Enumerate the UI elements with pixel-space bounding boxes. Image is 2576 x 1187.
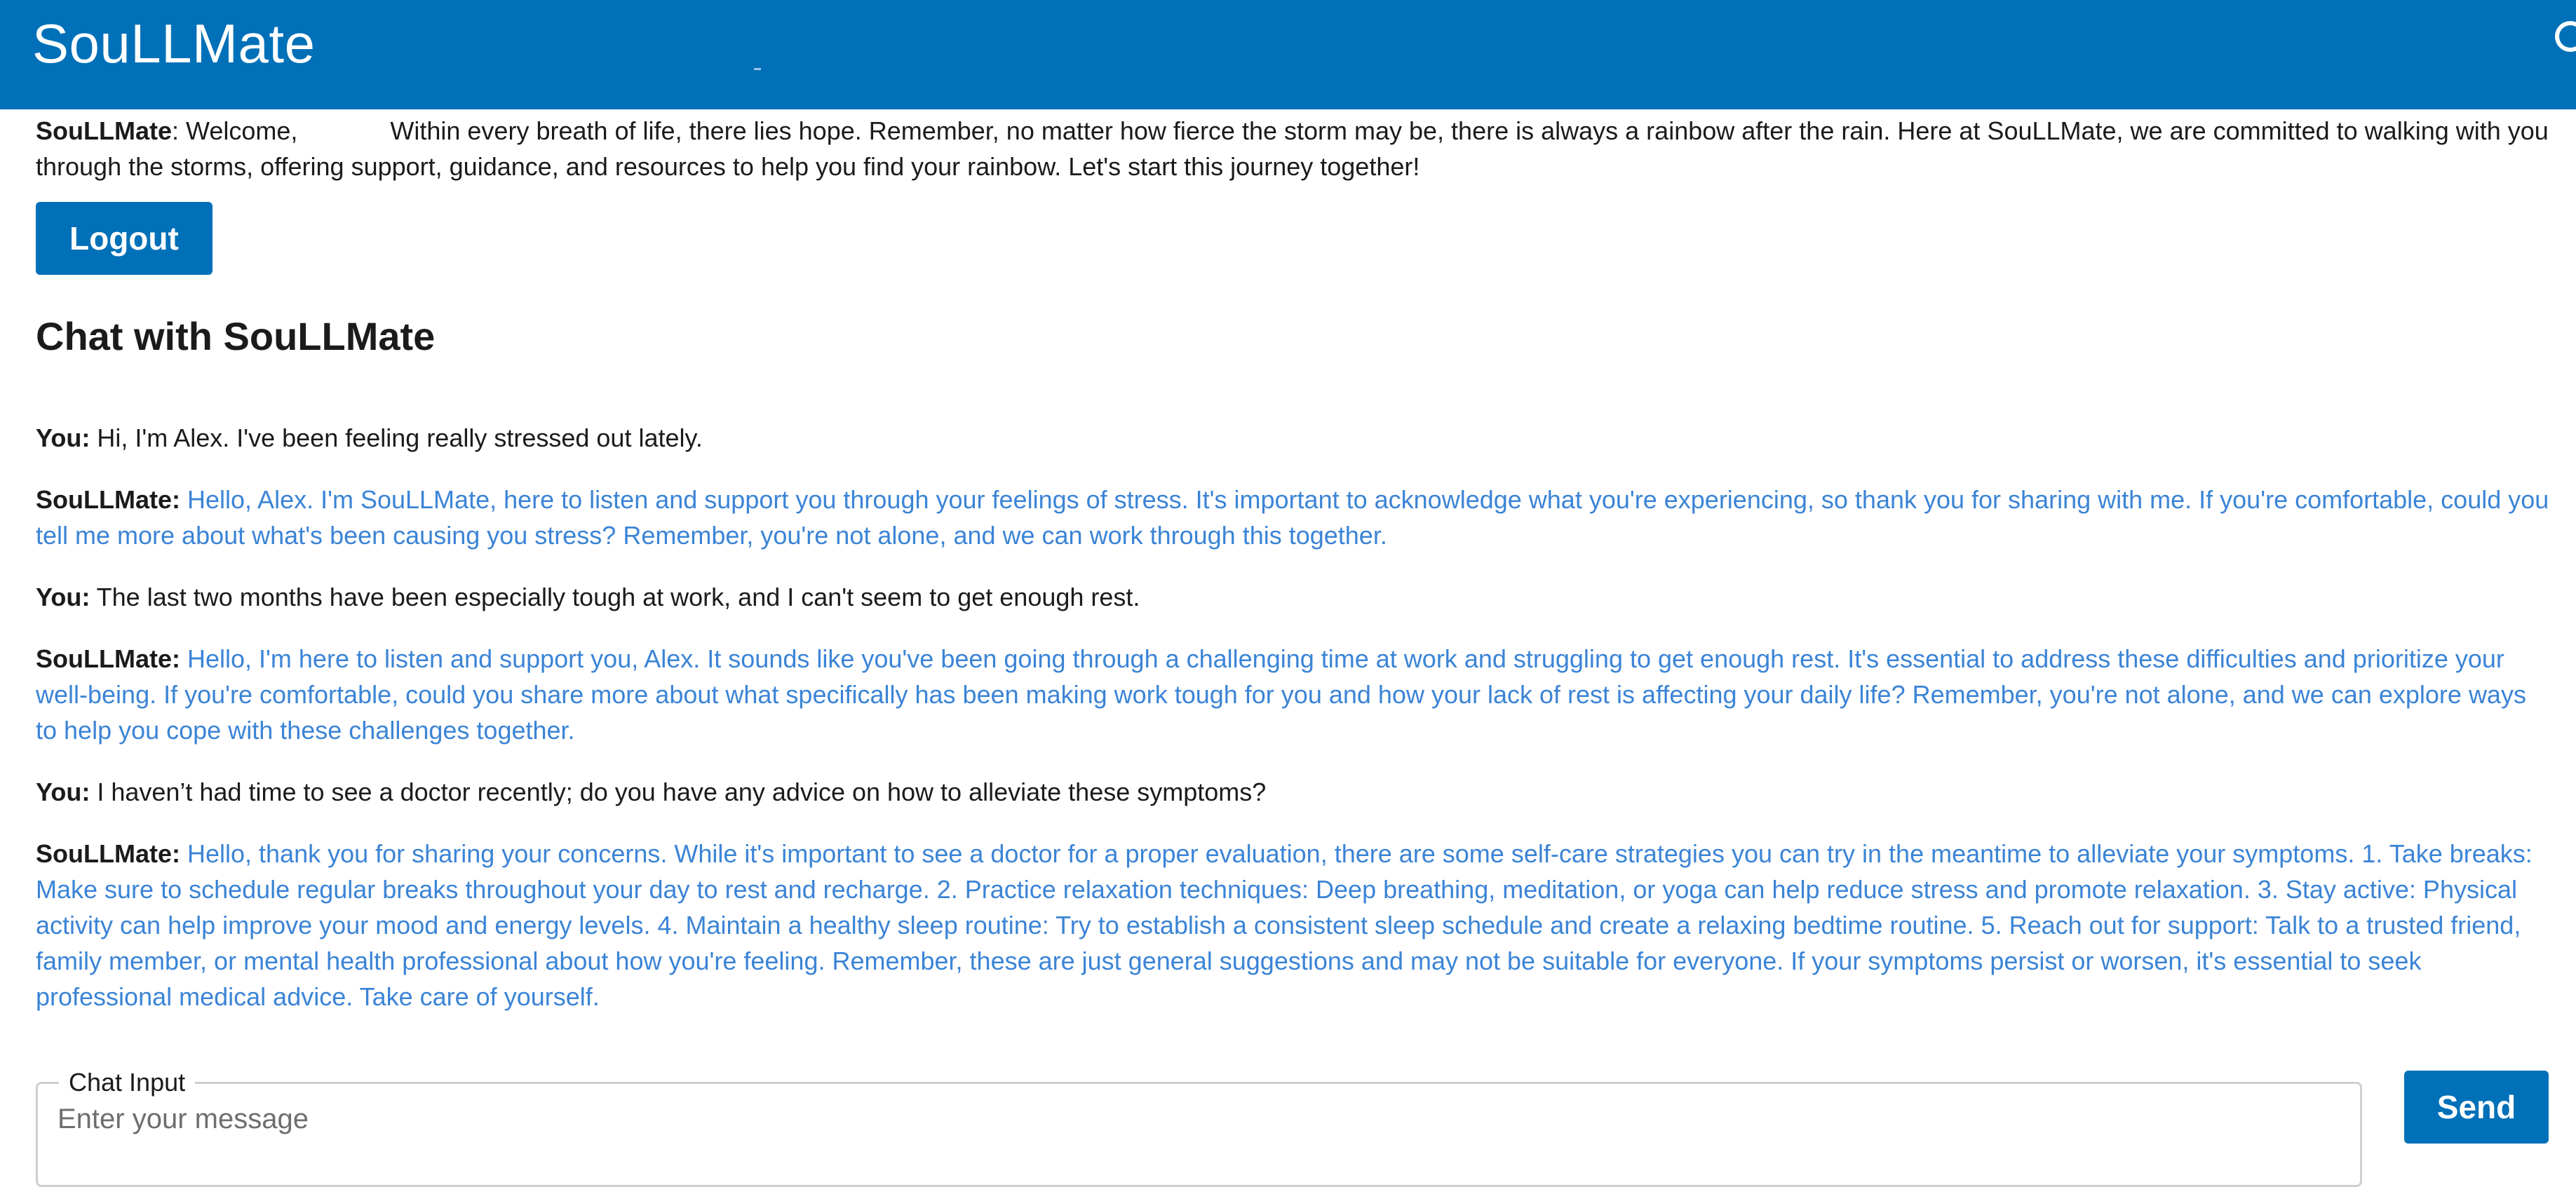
message-speaker: You: (36, 583, 90, 612)
chat-input-label: Chat Input (59, 1067, 195, 1098)
message-text: The last two months have been especially tough at work, and I can't seem to get enough rest. (96, 583, 1140, 612)
message-speaker: You: (36, 778, 90, 807)
chat-message-bot (36, 482, 2554, 553)
chat-input-field[interactable] (36, 1068, 2362, 1187)
chat-message-user (36, 579, 2554, 615)
message-text: Hello, I'm here to listen and support you, Alex. It sounds like you've been going through a challenging time at work and struggling to get enough rest. It's essential to address these difficulties and prioritize your well-being. If you're comfortable, could you share more about what specifically has been making work tough for you and how your lack of rest is affecting your daily life? Remember, you're not alone, and we can explore ways to help you cope with these challenges together. (36, 644, 2526, 745)
app-title: SouLLMate (32, 13, 316, 74)
chat-message-user (36, 420, 2554, 456)
message-speaker: You: (36, 423, 90, 453)
chat-message-user (36, 774, 2554, 810)
welcome-prefix: : Welcome, (172, 116, 298, 145)
message-text: Hello, thank you for sharing your concerns. While it's important to see a doctor for a proper evaluation, there are some self-care strategies you can try in the meantime to alleviate your symptoms. 1. Take breaks: Make sure to schedule regular breaks throughout your day to rest and recharge. 2. Practice relaxation techniques: Deep breathing, meditation, or yoga can help reduce stress and promote relaxation. 3. Stay active: Physical activity can help improve your mood and energy levels. 4. Maintain a healthy sleep routine: Try to establish a consistent sleep schedule and create a relaxing bedtime routine. 5. Reach out for support: Talk to a trusted friend, family member, or mental health professional about how you're feeling. Remember, these are just general suggestions and may not be suitable for everyone. If your symptoms persist or worsen, it's essential to seek professional medical advice. Take care of yourself. (36, 839, 2533, 1012)
message-speaker: SouLLMate: (36, 644, 180, 674)
account-icon[interactable] (2555, 21, 2576, 52)
send-button[interactable]: Send (2404, 1071, 2549, 1144)
welcome-message (36, 113, 2554, 184)
chat-message-bot (36, 641, 2554, 748)
app-bar-mark (754, 68, 761, 70)
message-speaker: SouLLMate: (36, 485, 180, 515)
chat-messages (36, 420, 2554, 1015)
logout-button[interactable]: Logout (36, 202, 213, 275)
welcome-speaker: SouLLMate (36, 116, 172, 145)
chat-message-bot (36, 836, 2554, 1015)
message-text: Hello, Alex. I'm SouLLMate, here to listen and support you through your feelings of stress. It's important to acknowledge what you're experiencing, so thank you for sharing with me. If you're comfortable, could you tell me more about what's been causing you stress? Remember, you're not alone, and we can work through this together. (36, 485, 2549, 550)
app-bar (0, 0, 2576, 109)
chat-heading: Chat with SouLLMate (36, 314, 436, 358)
main-content (36, 109, 2554, 1040)
message-speaker: SouLLMate: (36, 839, 180, 869)
message-text: Hi, I'm Alex. I've been feeling really stressed out lately. (97, 423, 703, 453)
welcome-text: Within every breath of life, there lies hope. Remember, no matter how fierce the storm may be, there is always a rainbow after the rain. Here at SouLLMate, we are committed to walking with you through the storms, offering support, guidance, and resources to help you find your rainbow. Let's start this journey together! (36, 116, 2549, 181)
message-text: I haven’t had time to see a doctor recently; do you have any advice on how to alleviate these symptoms? (97, 778, 1267, 807)
chat-input[interactable] (58, 1098, 2330, 1140)
